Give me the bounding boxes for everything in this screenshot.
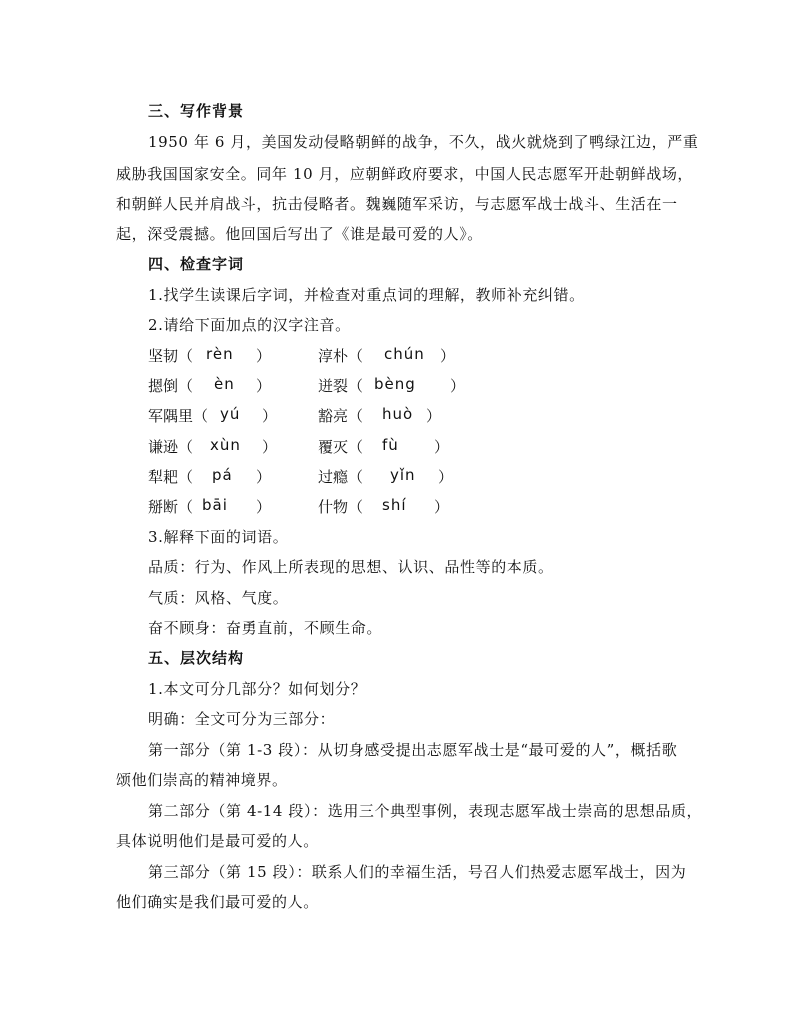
paragraph-line: 起，深受震撼。他回国后写出了《谁是最可爱的人》。	[116, 225, 483, 243]
paren-close: ）	[438, 468, 454, 486]
paragraph-line: 第一部分（第 1-3 段）：从切身感受提出志愿军战士是“最可爱的人”，概括歌	[148, 741, 678, 759]
word-right: 迸裂（	[318, 377, 364, 395]
paragraph-line: 威胁我国国家安全。同年 10 月，应朝鲜政府要求，中国人民志愿军开赴朝鲜战场，	[116, 165, 694, 183]
section-heading-writing-background: 三、写作背景	[148, 102, 245, 120]
word-right: 什物（	[318, 498, 364, 516]
paren-close: ）	[426, 407, 442, 425]
paren-close: ）	[434, 498, 450, 516]
word-right: 淳朴（	[318, 347, 364, 365]
paren-close: ）	[440, 347, 456, 365]
paren-close: ）	[450, 377, 466, 395]
paren-close: ）	[262, 438, 278, 456]
pinyin-right: shí	[382, 496, 407, 514]
definition-line: 气质：风格、气度。	[148, 589, 289, 607]
paren-close: ）	[256, 377, 272, 395]
list-item: 2.请给下面加点的汉字注音。	[148, 316, 351, 334]
word-left: 军隅里（	[148, 407, 209, 425]
word-left: 坚韧（	[148, 347, 194, 365]
paragraph-line: 颂他们崇高的精神境界。	[116, 771, 288, 789]
word-left: 谦逊（	[148, 438, 194, 456]
paren-close: ）	[256, 498, 272, 516]
clarify-line: 明确：全文可分为三部分：	[148, 710, 336, 728]
word-right: 过瘾（	[318, 468, 364, 486]
section-heading-check-words: 四、检查字词	[148, 255, 245, 273]
definition-line: 品质：行为、作风上所表现的思想、认识、品性等的本质。	[148, 558, 554, 576]
pinyin-right: yǐn	[390, 466, 416, 484]
paren-close: ）	[262, 407, 278, 425]
list-item: 3.解释下面的词语。	[148, 528, 289, 546]
paragraph-line: 第三部分（第 15 段）：联系人们的幸福生活，号召人们热爱志愿军战士，因为	[148, 863, 687, 881]
paren-close: ）	[434, 438, 450, 456]
paragraph-line: 第二部分（第 4-14 段）：选用三个典型事例，表现志愿军战士崇高的思想品质，	[148, 802, 703, 820]
word-left: 犁耙（	[148, 468, 194, 486]
word-right: 覆灭（	[318, 438, 364, 456]
pinyin-right: bèng	[374, 375, 416, 393]
question-line: 1.本文可分几部分？如何划分？	[148, 680, 367, 698]
pinyin-left: yú	[220, 405, 241, 423]
pinyin-right: fù	[382, 436, 399, 454]
paragraph-line: 具体说明他们是最可爱的人。	[116, 832, 319, 850]
pinyin-right: chún	[384, 345, 425, 363]
pinyin-left: xùn	[210, 436, 241, 454]
paren-close: ）	[256, 468, 272, 486]
definition-line: 奋不顾身：奋勇直前，不顾生命。	[148, 619, 383, 637]
word-left: 摁倒（	[148, 377, 194, 395]
list-item: 1.找学生读课后字词，并检查对重点词的理解，教师补充纠错。	[148, 286, 585, 304]
pinyin-left: èn	[214, 375, 235, 393]
pinyin-left: pá	[212, 466, 233, 484]
paren-close: ）	[256, 347, 272, 365]
pinyin-left: rèn	[206, 345, 234, 363]
paragraph-line: 他们确实是我们最可爱的人。	[116, 893, 319, 911]
pinyin-left: bāi	[202, 496, 228, 514]
word-left: 掰断（	[148, 498, 194, 516]
pinyin-right: huò	[382, 405, 414, 423]
word-right: 豁亮（	[318, 407, 364, 425]
paragraph-line: 1950 年 6 月，美国发动侵略朝鲜的战争，不久，战火就烧到了鸭绿江边，严重	[148, 133, 699, 151]
section-heading-structure: 五、层次结构	[148, 649, 245, 667]
paragraph-line: 和朝鲜人民并肩战斗，抗击侵略者。魏巍随军采访，与志愿军战士战斗、生活在一	[116, 195, 678, 213]
